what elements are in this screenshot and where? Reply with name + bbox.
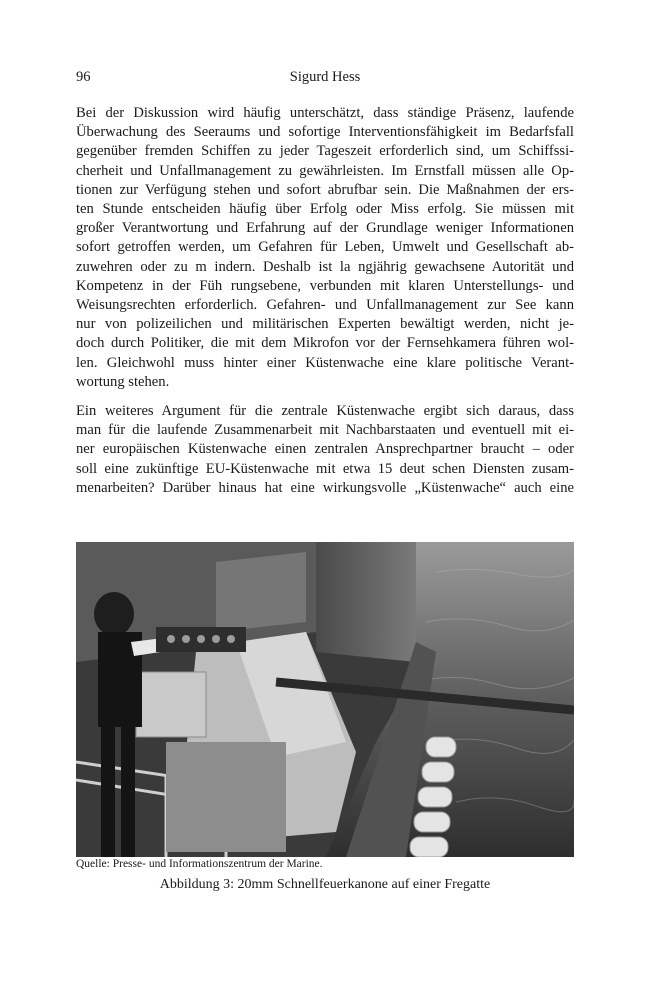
paragraph-line: soll eine zukünftige EU-Küstenwache mit etwa 15 deut schen Diensten zusam- — [76, 460, 574, 477]
paragraph-line: Weisungsrechten erforderlich. Gefahren- und Unfallmanagement zur See kann — [76, 297, 574, 314]
paragraph-line: gegenüber fremden Schiffen zu jeder Tageszeit erforderlich sind, um Schiffssi- — [76, 143, 574, 160]
paragraph-line: len. Gleichwohl muss hinter einer Küstenwache eine klare politische Verant- — [76, 354, 574, 371]
paragraph-line: Bei der Diskussion wird häufig unterschätzt, dass ständige Präsenz, laufende — [76, 105, 574, 121]
paragraph-line: doch durch Politiker, die mit dem Mikrofon vor der Fernsehkamera führen wol- — [76, 335, 574, 352]
paragraph-line: man für die laufende Zusammenarbeit mit Nachbarstaaten und eventuell mit ei- — [76, 422, 574, 439]
paragraph-line: Ein weiteres Argument für die zentrale Küstenwache ergibt sich daraus, dass — [76, 403, 574, 419]
figure-caption: Abbildung 3: 20mm Schnellfeuerkanone auf einer Fregatte — [159, 877, 491, 892]
paragraph-1 — [76, 104, 574, 392]
paragraph-line: Kompetenz in der Füh rungsebene, verbunden mit klaren Unterstellungs- und — [76, 277, 574, 294]
paragraph-line: cherheit und Unfallmanagement zu gewährleisten. Im Ernstfall müssen alle Op- — [76, 162, 574, 179]
paragraph-line: sofort getroffen werden, um Gefahren für Leben, Umwelt und Gesellschaft ab- — [76, 239, 574, 256]
paragraph-line: großer Verantwortung und Erfahrung auf der Grundlage weniger Informationen — [76, 220, 574, 237]
paragraph-line: zuwehren oder zu m indern. Deshalb ist la ngjährig gewachsene Autorität und — [76, 258, 574, 275]
paragraph-line: menarbeiten? Darüber hinaus hat eine wirkungsvolle „Küstenwache“ auch eine — [76, 479, 574, 496]
paragraph-line: nur von polizeilichen und militärischen Experten bewältigt werden, nicht je- — [76, 316, 574, 333]
paragraph-line: ner europäischen Küstenwache einen zentralen Ansprechpartner braucht – oder — [76, 441, 574, 458]
page-number: 96 — [76, 69, 91, 85]
page-header — [76, 69, 574, 89]
paragraph-line: Überwachung des Seeraums und sofortige Interventionsfähigkeit im Bedarfsfall — [76, 124, 574, 141]
paragraph-2 — [76, 402, 574, 498]
paragraph-line: tionen zur Verfügung stehen und sofort abrufbar sein. Die Maßnahmen der ers- — [76, 181, 574, 198]
running-head: Sigurd Hess — [289, 69, 361, 85]
figure-source: Quelle: Presse- und Informationszentrum der Marine. — [76, 858, 323, 870]
ship-gun-photo — [76, 542, 574, 857]
paragraph-line: ten Stunde entscheiden häufig über Erfolg oder Miss erfolg. Sie müssen mit — [76, 201, 574, 218]
paragraph-line: wortung stehen. — [76, 373, 170, 390]
